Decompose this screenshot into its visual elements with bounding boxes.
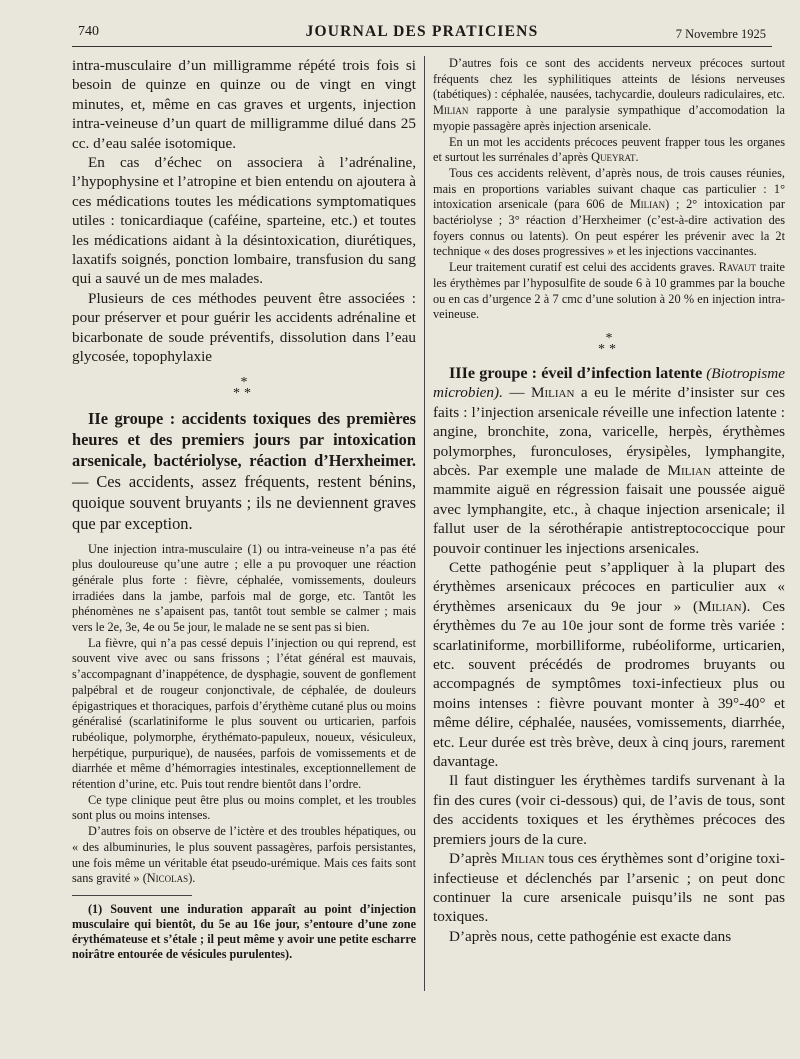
paragraph: D’après Milian tous ces érythèmes sont d’origine toxi-infectieuse et déclenchés par l’arsenic ; on peut donc continuer la cure arsenicale puisqu’ils ne sont pas toxiques. — [433, 850, 785, 926]
paragraph: La fièvre, qui n’a pas cessé depuis l’injection ou qui reprend, est souvent vive avec ou sans frissons ; l’état général est mauvais, s’accompagnant d’inappétence, de dysphagie, souvent de gonflement palpébral et de rougeur conjonctivale, de céphalée, de douleurs épigastriques et thoraciques, parfois d’érythème cutané plus ou moins généralisé (scarlatiniforme le plus souvent ou urticarien, parfois rubéolique, polymorphe, érythémato-papuleux, noueux, vésiculeux, herpétique, purpurique), de nausées, parfois de vomissements et de diarrhée et même d’hémorragies intestinales, exceptionnellement de rétention d’urine, etc. Puis tout rendre bientôt dans l’ordre. — [72, 635, 416, 792]
journal-title: JOURNAL DES PRATICIENS — [305, 23, 539, 40]
author-name: Milian — [501, 850, 545, 868]
author-name: Milian — [667, 461, 711, 479]
paragraph: Plusieurs de ces méthodes peuvent être associées : pour préserver et pour guérir les accidents adrénaline et bicarbonate de soude préventifs, dissolution dans l’eau glycosée, topophylaxie — [72, 289, 416, 366]
paragraph: D’autres fois on observe de l’ictère et des troubles hépatiques, ou « des albuminuries, le plus souvent passagères, parfois persistantes, une fois même un véritable état pseudo-urémique. Mais ces faits sont sans gravité » (Nicolas). — [72, 824, 416, 886]
issue-date: 7 Novembre 1925 — [675, 27, 766, 41]
paragraph: D’après nous, cette pathogénie est exacte dans — [449, 927, 732, 945]
paragraph: intra-musculaire d’un milligramme répété trois fois si besoin de quinze en quinze ou de vingt en vingt minutes, et, même en cas graves et urgents, injection intra-veineuse d’un quart de milligramme dilué dans 25 cc. d’eau salée isotomique. — [72, 57, 416, 152]
section-2-heading: IIe groupe : accidents toxiques des premières heures et des premiers jours par intoxication arsenicale, bactériolyse, réaction d’Herxheimer. — Ces accidents, assez fréquents, restent bénins, quoique souvent bruyants ; ils ne deviennent graves que par exception. — [72, 408, 416, 533]
author-name: Milian — [433, 103, 469, 118]
author-name: Milian — [629, 197, 666, 212]
author-name: Milian — [531, 384, 575, 402]
section-3-heading: IIIe groupe : éveil d’infection latente (Biotropisme microbien). — Milian a eu le mérite d’insister sur ces faits : l’injection arsenicale réveille une infection latente : angine, bronchite, zona, varicelle, herpès, érythèmes polymorphes, furonculoses, érysipèles, lymphangite, abcès. Par exemple une malade de Milian atteinte de mammite aiguë en régression faisait une poussée aiguë avec lymphangite, etc., à chaque injection arsenicale; il fallut user de la sérothérapie antistreptococcique pour pouvoir continuer les injections arsenicales. — [433, 363, 786, 557]
page-number: 740 — [78, 24, 99, 39]
paragraph: En cas d’échec on associera à l’adrénaline, l’hypophysine et l’atropine et bien entendu on ajoutera à ces médications toutes les médications symptomatiques utiles : tonicardiaque (caféine, sparteine, etc.) et toutes les médications aidant à la désintoxication, diurétiques, laxatifs soignés, ponction lombaire, transfusion du sang qui a sauvé un de mes malades. — [72, 154, 416, 288]
paragraph: D’autres fois ce sont des accidents nerveux précoces surtout fréquents chez les syphilitiques atteints de lésions nerveuses (tabétiques) : céphalée, nausées, tachycardie, douleurs radiculaires, etc. Milian rapporte à une paralysie sympathique d’accomodation la myopie passagère après injection arsenicale. — [433, 56, 785, 133]
author-name: Ravaut — [718, 260, 757, 275]
footnote-rule — [72, 895, 192, 896]
paragraph: Leur traitement curatif est celui des accidents graves. Ravaut traite les érythèmes par l’hyposulfite de soude 6 à 10 grammes par la bouche ou en cas d’urgence 2 à 7 cmc d’une solution à 20 % en injection intra-veineuse. — [433, 260, 785, 322]
running-header — [72, 22, 772, 47]
column-divider — [424, 56, 425, 991]
footnote: (1) Souvent une induration apparaît au point d’injection musculaire qui bientôt, du 5e au 16e jour, s’entoure d’une zone érythémateuse et s’étale ; il peut même y avoir une petite escharre noirâtre entourée de vésicules purulentes). — [72, 901, 416, 961]
left-column — [72, 56, 416, 962]
paragraph: En un mot les accidents précoces peuvent frapper tous les organes et surtout les surrénales d’après Queyrat. — [433, 134, 785, 165]
author-name: Queyrat — [591, 150, 636, 165]
paragraph: Cette pathogénie peut s’appliquer à la plupart des érythèmes arsenicaux précoces en particulier aux « érythèmes arsenicaux du 9e jour » (Milian). Ces érythèmes du 7e au 10e jour sont de forme très variée : scarlatiniforme, morbilliforme, rubéoliforme, urticarien, etc. souvent précédés de prodromes bruyants ou accompagnés de symptômes toxi-infectieux plus ou moins intenses : fièvre pouvant monter à 39°-40° et même délire, céphalée, nausées, vomissements, diarrhée, etc. Leur durée est très brève, deux à cinq jours, rarement davantage. — [433, 559, 785, 771]
paragraph: Il faut distinguer les érythèmes tardifs survenant à la fin des cures (voir ci-dessous) qui, de l’avis de tous, sont des accidents toxiques et les érythèmes précoces des premiers jours de la cure. — [433, 772, 785, 848]
author-name: Nicolas — [146, 871, 189, 886]
paragraph: Ce type clinique peut être plus ou moins complet, et les troubles sont plus ou moins intenses. — [72, 792, 416, 823]
section-asterism: * ** — [233, 374, 255, 401]
paragraph: Tous ces accidents relèvent, d’après nous, de trois causes réunies, mais en proportions variables suivant chaque cas particulier : 1° intoxication arsenicale (para 606 de Milian) ; 2° intoxication par bactériolyse ; 3° réaction d’Herxheimer (c’est-à-dire activation des foyers connus ou latents). On peut espérer les prévenir avec la 2t technique « des doses progressives » et les injections vaccinantes. — [433, 165, 785, 259]
author-name: Milian — [698, 597, 742, 615]
paragraph: Une injection intra-musculaire (1) ou intra-veineuse n’a pas été plus douloureuse qu’une autre ; elle a pu provoquer une réaction générale plus forte : fièvre, céphalée, vomissements, douleurs irradiées dans la jambe, parfois mal de gorge, etc. Tantôt les phénomènes ne s’apaisent pas, tantôt tout semble se calmer ; mais vers le 2e, 3e, 4e ou 5e jour, le malade ne se sent pas si bien. — [72, 541, 416, 635]
section-asterism: * ** — [598, 330, 620, 357]
right-column — [433, 56, 785, 946]
